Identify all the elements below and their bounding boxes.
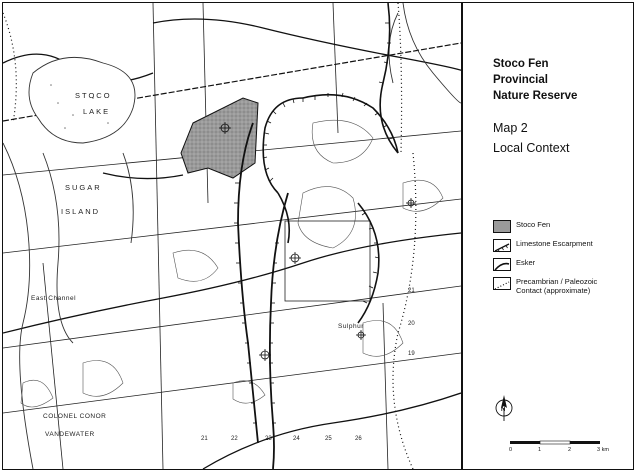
escarpment-symbol — [493, 239, 511, 252]
map-label-sugar: SUGAR — [65, 183, 102, 192]
escarpment-symbol-drawing — [494, 242, 510, 253]
legend-panel — [462, 2, 634, 470]
scale-tick: 3 km — [597, 447, 609, 453]
map-subtitle: Local Context — [493, 141, 570, 155]
fen-swatch — [493, 220, 511, 233]
escarpment-ticks — [263, 23, 393, 303]
esker-symbol-drawing — [494, 261, 510, 272]
map-label-east-channel: East Channel — [31, 295, 77, 302]
contact-symbol-drawing — [494, 280, 510, 291]
legend-item-escarpment — [493, 239, 593, 252]
legend-label: Contact (approximate) — [516, 286, 591, 295]
contact-symbol — [493, 277, 511, 290]
title-line-2: Provincial — [493, 74, 548, 86]
map-area — [2, 2, 462, 470]
map-label-lake: LAKE — [83, 107, 111, 116]
lot-number: 19 — [408, 351, 415, 357]
map-drawing — [3, 3, 461, 469]
title-line-3: Nature Reserve — [493, 90, 578, 102]
legend-item-contact — [493, 277, 597, 295]
map-number: Map 2 — [493, 121, 528, 135]
lot-number: 26 — [355, 436, 362, 442]
lot-number: 20 — [408, 321, 415, 327]
lot-number: 21 — [408, 288, 415, 294]
title-line-1: Stoco Fen — [493, 58, 549, 70]
legend-label: Precambrian / Paleozoic — [516, 277, 598, 286]
legend-item-stoco-fen — [493, 220, 550, 233]
map-label-vandewater: VANDEWATER — [45, 431, 95, 438]
lot-number: 22 — [231, 436, 238, 442]
scale-tick: 1 — [538, 447, 542, 453]
lot-number: 24 — [293, 436, 300, 442]
map-label-island: ISLAND — [61, 207, 101, 216]
esker — [238, 123, 288, 469]
scale-bar — [509, 439, 621, 455]
map-label-stoco: STOCO — [75, 91, 112, 100]
legend-label: Esker — [516, 258, 536, 267]
map-label-sulphur: Sulphur — [338, 323, 364, 330]
esker-symbol — [493, 258, 511, 271]
scale-tick: 0 — [509, 447, 513, 453]
legend-label: Limestone Escarpment — [516, 239, 593, 248]
legend-item-esker — [493, 258, 535, 271]
legend-label: Stoco Fen — [516, 220, 551, 229]
stoco-fen-area — [181, 98, 258, 178]
lot-number: 25 — [325, 436, 332, 442]
legend-label-group — [516, 277, 597, 295]
north-letter: N — [501, 407, 506, 413]
scale-bar-drawing — [509, 439, 621, 447]
esker-ticks — [234, 183, 279, 423]
scale-tick: 2 — [568, 447, 572, 453]
lot-number: 21 — [201, 436, 208, 442]
map-label-colonel: COLONEL CONOR — [43, 413, 107, 420]
lot-number: 23 — [265, 436, 272, 442]
limestone-escarpment — [263, 3, 398, 323]
stoco-lake — [29, 57, 135, 143]
